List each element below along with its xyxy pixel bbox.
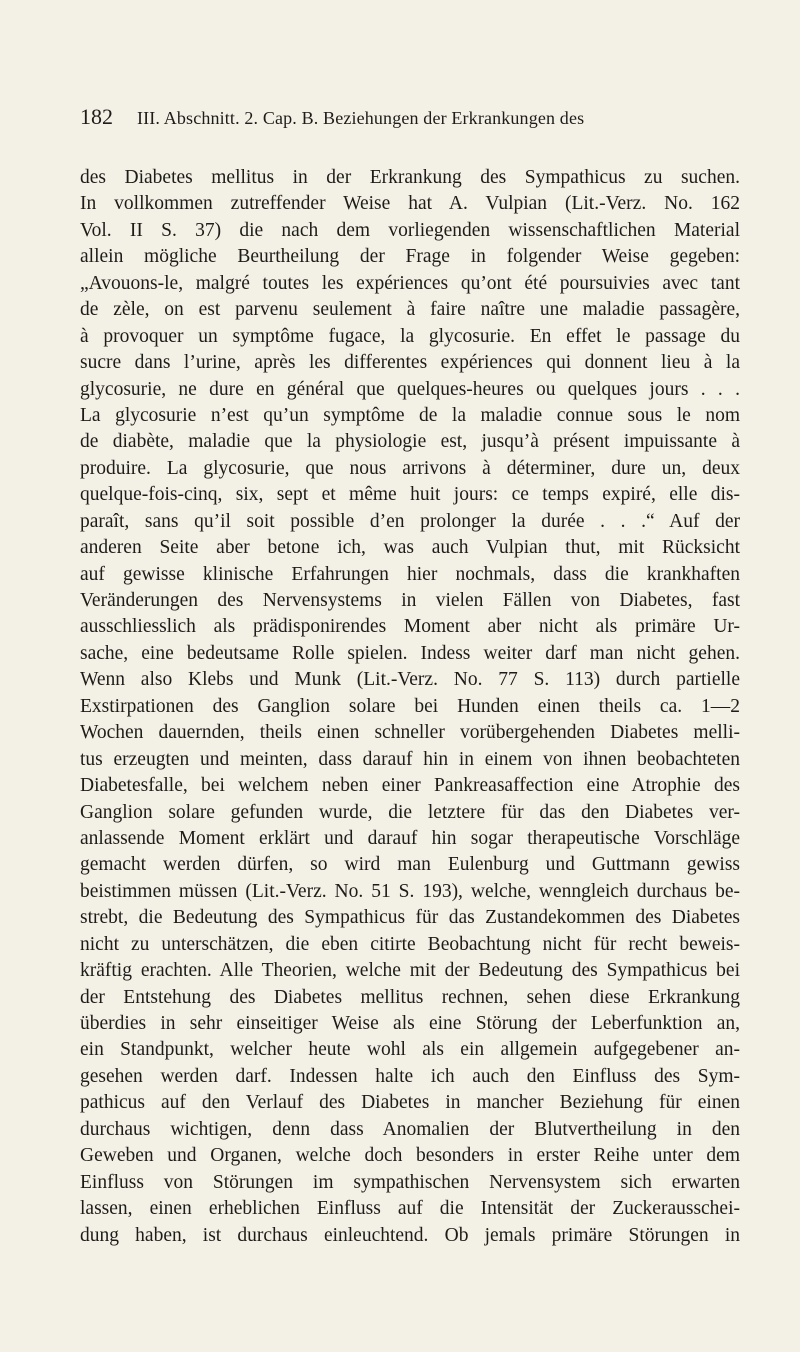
text-line: durchaus wichtigen, denn dass Anomalien der Blutvertheilung in den bbox=[80, 1118, 740, 1140]
text-line: gemacht werden dürfen, so wird man Eulenburg und Guttmann gewiss bbox=[80, 854, 740, 876]
text-line: Geweben und Organen, welche doch besonders in erster Reihe unter dem bbox=[80, 1145, 740, 1167]
text-line: glycosurie, ne dure en général que quelques-heures ou quelques jours . . . bbox=[80, 378, 740, 400]
text-line: Einfluss von Störungen im sympathischen Nervensystem sich erwarten bbox=[80, 1171, 740, 1193]
text-line: de diabète, maladie que la physiologie est, jusqu’à présent impuissante à bbox=[80, 431, 740, 453]
text-line: quelque-fois-cinq, six, sept et même huit jours: ce temps expiré, elle dis- bbox=[80, 484, 740, 506]
text-line: de zèle, on est parvenu seulement à faire naître une maladie passagère, bbox=[80, 299, 740, 321]
page-number: 182 bbox=[80, 104, 113, 129]
text-line: ein Standpunkt, welcher heute wohl als ein allgemein aufgegebener an- bbox=[80, 1039, 740, 1061]
text-line: gesehen werden darf. Indessen halte ich auch den Einfluss des Sym- bbox=[80, 1065, 740, 1087]
text-line: allein mögliche Beurtheilung der Frage in folgender Weise gegeben: bbox=[80, 246, 740, 268]
body-text bbox=[80, 165, 740, 1249]
text-line: nicht zu unterschätzen, die eben citirte Beobachtung nicht für recht beweis- bbox=[80, 933, 740, 955]
text-line: Wochen dauernden, theils einen schneller vorübergehenden Diabetes melli- bbox=[80, 722, 740, 744]
page-header bbox=[80, 103, 740, 133]
text-line: der Entstehung des Diabetes mellitus rechnen, sehen diese Erkrankung bbox=[80, 986, 740, 1008]
text-line: beistimmen müssen (Lit.-Verz. No. 51 S. 193), welche, wenngleich durchaus be- bbox=[80, 880, 740, 902]
text-line: produire. La glycosurie, que nous arrivons à déterminer, dure un, deux bbox=[80, 457, 740, 479]
text-line: Vol. II S. 37) die nach dem vorliegenden wissenschaftlichen Material bbox=[80, 219, 740, 241]
text-line: Veränderungen des Nervensystems in vielen Fällen von Diabetes, fast bbox=[80, 590, 740, 611]
text-line: sache, eine bedeutsame Rolle spielen. Indess weiter darf man nicht gehen. bbox=[80, 642, 740, 664]
text-line: strebt, die Bedeutung des Sympathicus für das Zustandekommen des Diabetes bbox=[80, 907, 740, 929]
text-line: anlassende Moment erklärt und darauf hin sogar therapeutische Vorschläge bbox=[80, 827, 740, 849]
text-line: auf gewisse klinische Erfahrungen hier nochmals, dass die krankhaften bbox=[80, 563, 740, 585]
text-line: Ganglion solare gefunden wurde, die letztere für das den Diabetes ver- bbox=[80, 801, 740, 823]
text-line: Wenn also Klebs und Munk (Lit.-Verz. No. 77 S. 113) durch partielle bbox=[80, 669, 740, 691]
text-line: „Avouons-le, malgré toutes les expériences qu’ont été poursuivies avec tant bbox=[80, 272, 740, 294]
text-line: La glycosurie n’est qu’un symptôme de la maladie connue sous le nom bbox=[80, 404, 740, 426]
text-line: dung haben, ist durchaus einleuchtend. Ob jemals primäre Störungen in bbox=[80, 1224, 740, 1246]
text-line: des Diabetes mellitus in der Erkrankung des Sympathicus zu suchen. bbox=[80, 167, 740, 188]
text-line: kräftig erachten. Alle Theorien, welche mit der Bedeutung des Sympathicus bei bbox=[80, 960, 740, 982]
text-line: à provoquer un symptôme fugace, la glycosurie. En effet le passage du bbox=[80, 325, 740, 347]
text-line: Diabetesfalle, bei welchem neben einer Pankreasaffection eine Atrophie des bbox=[80, 775, 740, 797]
text-line: lassen, einen erheblichen Einfluss auf die Intensität der Zuckerausschei- bbox=[80, 1198, 740, 1220]
text-line: paraît, sans qu’il soit possible d’en prolonger la durée . . .“ Auf der bbox=[80, 510, 740, 532]
text-line: überdies in sehr einseitiger Weise als eine Störung der Leberfunktion an, bbox=[80, 1013, 740, 1034]
text-line: Exstirpationen des Ganglion solare bei Hunden einen theils ca. 1—2 bbox=[80, 695, 740, 717]
text-line: ausschliesslich als prädisponirendes Moment aber nicht als primäre Ur- bbox=[80, 616, 740, 638]
text-line: sucre dans l’urine, après les differentes expériences qui donnent lieu à la bbox=[80, 352, 740, 374]
running-head: III. Abschnitt. 2. Cap. B. Beziehungen der Erkrankungen des bbox=[137, 108, 585, 128]
text-line: pathicus auf den Verlauf des Diabetes in mancher Beziehung für einen bbox=[80, 1092, 740, 1114]
text-line: tus erzeugten und meinten, dass darauf hin in einem von ihnen beobachteten bbox=[80, 748, 740, 770]
text-line: anderen Seite aber betone ich, was auch Vulpian thut, mit Rücksicht bbox=[80, 537, 740, 559]
text-line: In vollkommen zutreffender Weise hat A. Vulpian (Lit.-Verz. No. 162 bbox=[80, 193, 740, 215]
